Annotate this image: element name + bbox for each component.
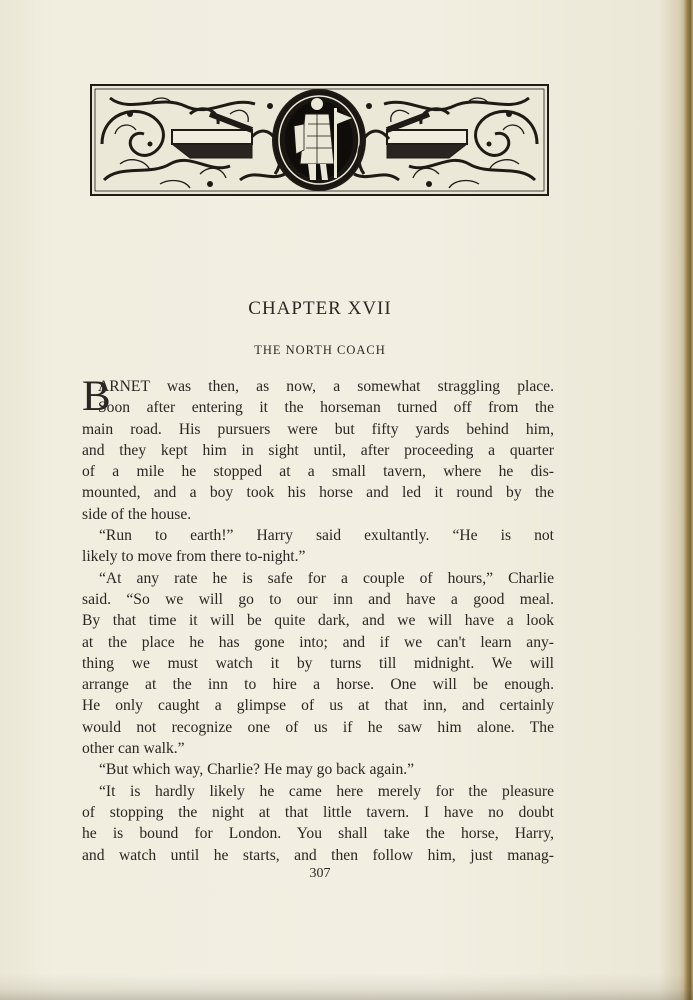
- text-line: he is bound for London. You shall take the horse, Harry,: [82, 825, 554, 843]
- text-line: “At any rate he is safe for a couple of hours,” Charlie: [99, 569, 554, 587]
- page-number: 307: [309, 866, 331, 881]
- text-line: and watch until he starts, and then follow him, just manag-: [82, 846, 554, 864]
- drop-cap: B: [82, 373, 111, 420]
- text-line: side of the house.: [82, 505, 192, 523]
- text-line: other can walk.”: [82, 740, 185, 758]
- text-line: main road. His pursuers were but fifty yards behind him,: [82, 420, 554, 438]
- chapter-subtitle: THE NORTH COACH: [254, 343, 386, 357]
- text-line: thing we must watch it by turns till midnight. We will: [82, 654, 554, 672]
- text-line: and they kept him in sight until, after proceeding a quarter: [82, 441, 554, 459]
- text-line: mounted, and a boy took his horse and led it round by the: [82, 484, 554, 502]
- page-edge: [684, 0, 693, 1000]
- text-line: likely to move from there to-night.”: [82, 548, 306, 566]
- text-line: said. “So we will go to our inn and have a good meal.: [82, 590, 554, 608]
- text-line: ARNET was then, as now, a somewhat straggling place.: [98, 378, 554, 395]
- text-line: By that time it will be quite dark, and we will have a look: [82, 612, 554, 630]
- text-line: “It is hardly likely he came here merely for the pleasure: [99, 782, 554, 800]
- text-line: of stopping the night at that little tavern. I have no doubt: [82, 803, 554, 821]
- ornamental-headpiece: [90, 84, 549, 196]
- text-line: “Run to earth!” Harry said exultantly. “He is not: [99, 527, 554, 545]
- text-line: arrange at the inn to hire a horse. One will be enough.: [82, 676, 554, 694]
- text-line: Soon after entering it the horseman turned off from the: [98, 399, 554, 417]
- chapter-title: CHAPTER XVII: [248, 298, 392, 319]
- text-line: would not recognize one of us if he saw him alone. The: [82, 718, 554, 736]
- page-shadow: [0, 974, 693, 1000]
- text-line: He only caught a glimpse of us at that inn, and certainly: [82, 697, 554, 715]
- text-line: of a mile he stopped at a small tavern, where he dis-: [82, 463, 554, 481]
- text-line: “But which way, Charlie? He may go back again.”: [99, 761, 415, 779]
- body-text: [82, 373, 554, 866]
- text-line: at the place he has gone into; and if we can't learn any-: [82, 633, 554, 651]
